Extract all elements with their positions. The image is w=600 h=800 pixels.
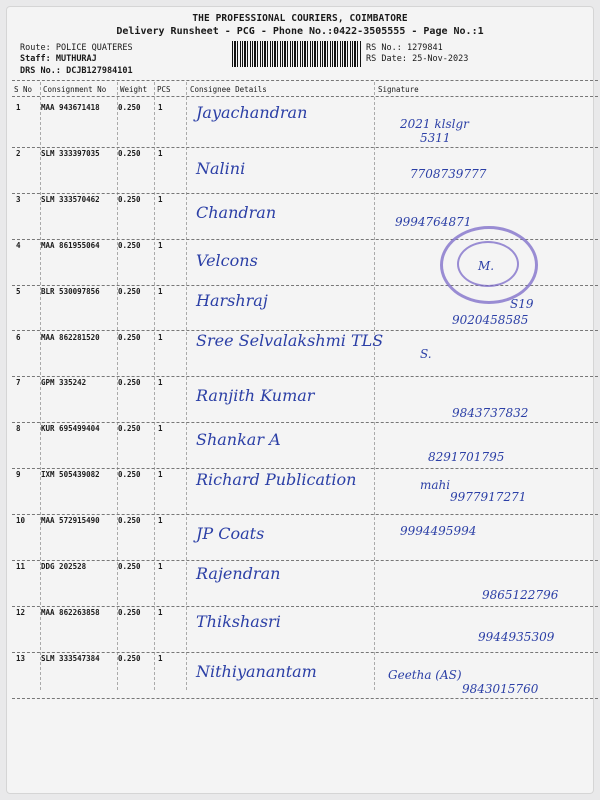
row-sno: 8 [16, 424, 21, 434]
row-pcs: 1 [158, 653, 163, 663]
col-header-weight: Weight [120, 85, 148, 94]
staff-label: Staff: [20, 54, 51, 64]
company-seal [440, 226, 538, 304]
drs-value: DCJB127984101 [66, 66, 133, 76]
col-header-consignment: Consignment No [43, 85, 107, 94]
row-sno: 4 [16, 240, 21, 250]
row-pcs: 1 [158, 103, 163, 112]
row-signature: 9865122796 [482, 588, 559, 602]
row-divider [12, 560, 598, 561]
row-sno: 6 [16, 332, 21, 342]
row-signature-extra: 9977917271 [450, 490, 527, 505]
row-consignee-handwritten: Richard Publication [196, 470, 357, 490]
col-header-consignee: Consignee Details [190, 85, 267, 94]
row-weight: 0.250 [118, 424, 141, 434]
staff-value: MUTHURAJ [55, 54, 97, 64]
row-divider [12, 422, 598, 423]
row-divider [12, 147, 598, 148]
row-pcs: 1 [158, 148, 163, 158]
row-consignee-handwritten: Nalini [196, 158, 246, 178]
drs-line [20, 66, 133, 76]
row-sno: 10 [16, 516, 26, 526]
rs-date-label: RS Date: [366, 54, 407, 64]
row-weight: 0.250 [118, 148, 141, 158]
row-consignment-no: IXM 505439082 [41, 470, 100, 480]
route-label: Route: [20, 43, 51, 53]
row-sno: 9 [16, 470, 21, 480]
row-pcs: 1 [158, 332, 163, 342]
row-consignee-handwritten: Rajendran [196, 564, 281, 583]
row-consignment-no: SLM 333547384 [41, 653, 100, 663]
route-value: POLICE QUATERES [55, 43, 133, 53]
drs-label: DRS No.: [20, 66, 61, 76]
company-title: THE PROFESSIONAL COURIERS, COIMBATORE [192, 13, 408, 24]
rs-no-label: RS No.: [366, 43, 402, 53]
row-signature: 9944935309 [478, 629, 555, 644]
rs-date-value: 25-Nov-2023 [412, 54, 469, 64]
col-header-pcs: PCS [157, 85, 171, 94]
barcode [232, 41, 362, 67]
row-consignment-no: KUR 695499404 [41, 424, 100, 434]
row-sno: 7 [16, 378, 21, 388]
table-row [0, 562, 600, 608]
row-pcs: 1 [158, 516, 163, 526]
row-sno: 2 [16, 148, 21, 158]
row-pcs: 1 [158, 607, 163, 617]
row-pcs: 1 [158, 378, 163, 388]
row-signature-extra: 9020458585 [452, 312, 529, 327]
row-weight: 0.250 [118, 653, 141, 663]
table-row [0, 470, 600, 516]
row-consignee-handwritten: JP Coats [196, 524, 265, 544]
table-row [0, 378, 600, 424]
row-pcs: 1 [158, 562, 163, 571]
row-weight: 0.250 [118, 470, 141, 480]
row-weight: 0.250 [118, 562, 141, 571]
row-consignment-no: MAA 572915490 [41, 516, 100, 526]
row-consignee-handwritten: Ranjith Kumar [196, 386, 315, 406]
table-row [0, 149, 600, 195]
table-row [0, 654, 600, 700]
col-header-signature: Signature [378, 85, 419, 94]
row-weight: 0.250 [118, 516, 141, 526]
row-sno: 5 [16, 286, 21, 296]
row-divider [12, 514, 598, 515]
row-pcs: 1 [158, 286, 163, 296]
route-line [20, 43, 133, 53]
table-top-rule [12, 80, 598, 81]
row-consignment-no: MAA 862263858 [41, 607, 100, 617]
row-pcs: 1 [158, 240, 163, 250]
row-consignment-no: MAA 862281520 [41, 332, 100, 342]
staff-line [20, 54, 97, 64]
row-sno: 11 [16, 562, 26, 571]
row-consignee-handwritten: Jayachandran [196, 103, 308, 122]
row-consignment-no: SLM 333397035 [41, 148, 100, 158]
row-signature: 9843737832 [452, 406, 529, 421]
row-consignment-no: MAA 861955064 [41, 240, 100, 250]
row-sno: 1 [16, 103, 21, 112]
row-consignee-handwritten: Shankar A [196, 430, 281, 450]
row-weight: 0.250 [118, 240, 141, 250]
row-signature: 8291701795 [428, 450, 505, 465]
table-row [0, 424, 600, 470]
row-weight: 0.250 [118, 286, 141, 296]
table-row [0, 516, 600, 562]
row-signature: S. [420, 346, 432, 361]
row-pcs: 1 [158, 470, 163, 480]
row-pcs: 1 [158, 194, 163, 204]
row-signature: 7708739777 [410, 166, 487, 181]
table-row [0, 608, 600, 654]
row-signature: Geetha (AS) [388, 667, 462, 682]
table-row [0, 103, 600, 149]
row-weight: 0.250 [118, 103, 141, 112]
rs-date-line [366, 54, 468, 64]
row-pcs: 1 [158, 424, 163, 434]
row-consignee-handwritten: Nithiyanantam [196, 661, 317, 681]
row-signature: 9994495994 [400, 524, 477, 539]
table-row [0, 330, 600, 379]
runsheet-subtitle: Delivery Runsheet - PCG - Phone No.:0422-3505555 - Page No.:1 [116, 26, 484, 37]
row-consignee-handwritten: Harshraj [196, 290, 268, 310]
row-divider [12, 376, 598, 377]
row-consignee-handwritten: Thikshasri [196, 611, 281, 631]
row-weight: 0.250 [118, 194, 141, 204]
row-signature: 2021 klslgr [400, 117, 469, 131]
row-consignee-handwritten: Chandran [196, 202, 277, 222]
col-header-sno: S No [14, 85, 33, 94]
row-signature-extra: 9843015760 [462, 681, 539, 696]
row-consignment-no: MAA 943671418 [41, 103, 100, 112]
row-signature: S19 [510, 296, 534, 311]
row-consignee-handwritten: Sree Selvalakshmi TLS [196, 330, 384, 350]
row-weight: 0.250 [118, 332, 141, 342]
row-consignment-no: DDG 202528 [41, 562, 87, 571]
row-signature: 9994764871 [395, 214, 472, 229]
row-divider [12, 652, 598, 653]
row-divider [12, 698, 598, 699]
rs-no-value: 1279841 [406, 43, 443, 53]
row-divider [12, 468, 598, 469]
row-consignment-no: GPM 335242 [41, 378, 87, 388]
row-signature-extra: 5311 [420, 131, 451, 145]
header-bottom-rule [12, 96, 598, 97]
row-consignment-no: SLM 333570462 [41, 194, 100, 204]
row-signature: mahi [420, 478, 451, 493]
row-sno: 13 [16, 653, 26, 663]
row-signature: M. [478, 258, 495, 273]
row-sno: 12 [16, 607, 26, 617]
rs-no-line [366, 43, 443, 53]
row-consignment-no: BLR 530097856 [41, 286, 100, 296]
row-divider [12, 193, 598, 194]
row-consignee-handwritten: Velcons [196, 250, 258, 270]
row-sno: 3 [16, 194, 21, 204]
row-weight: 0.250 [118, 607, 141, 617]
row-divider [12, 606, 598, 607]
row-weight: 0.250 [118, 378, 141, 388]
